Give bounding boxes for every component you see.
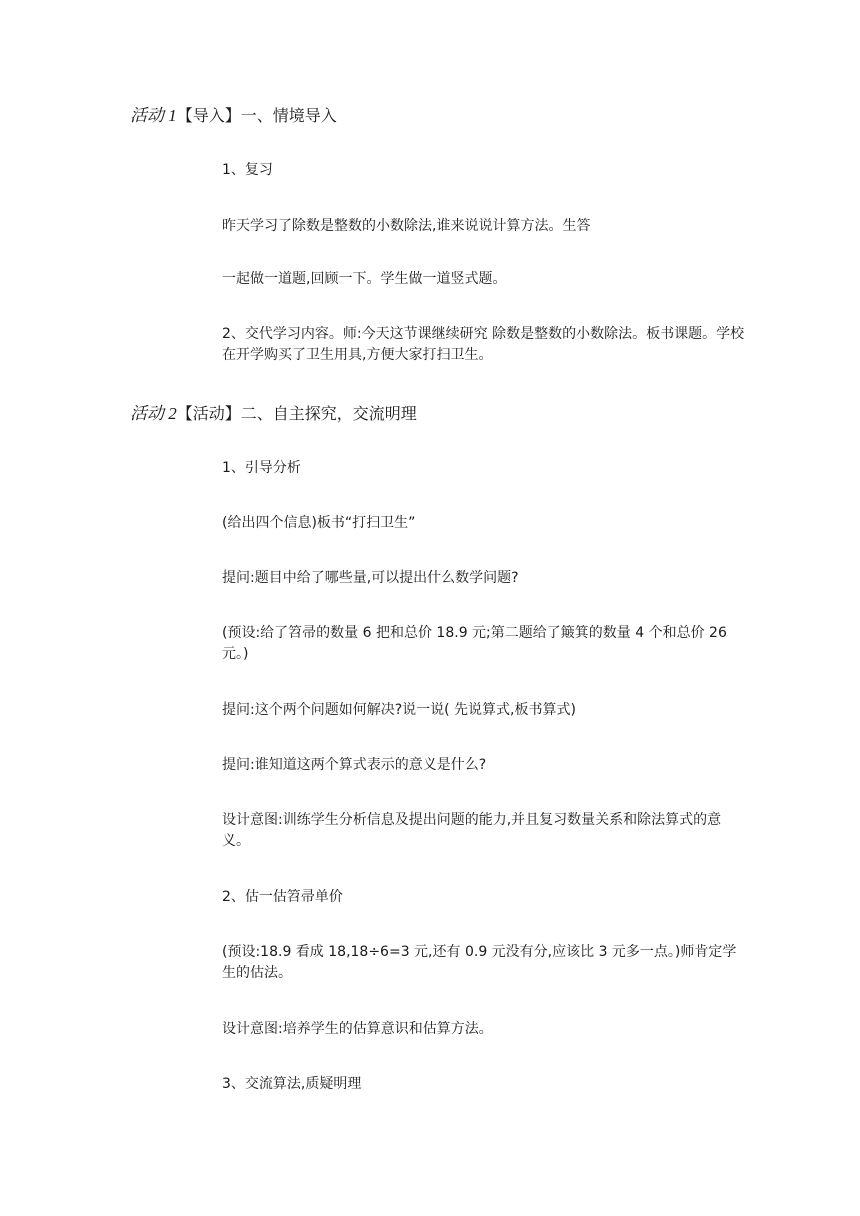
- paragraph: 昨天学习了除数是整数的小数除法,谁来说说计算方法。生答: [222, 218, 591, 234]
- section-title: 【活动】二、自主探究，交流明理: [176, 404, 417, 423]
- paragraph: 设计意图:培养学生的估算意识和估算方法。: [222, 1021, 493, 1037]
- activity-label: 活动 1: [130, 106, 177, 125]
- paragraph: 1、引导分析: [222, 460, 301, 476]
- section-1-heading: [130, 106, 337, 126]
- paragraph: (给出四个信息)板书“打扫卫生”: [222, 515, 416, 531]
- section-2-heading: [130, 404, 417, 424]
- paragraph: (预设:给了笤帚的数量 6 把和总价 18.9 元;第二题给了簸箕的数量 4 个和总价 26 元。): [222, 625, 727, 662]
- paragraph: 1、复习: [222, 162, 273, 178]
- section-title: 【导入】一、情境导入: [176, 106, 337, 125]
- paragraph: 提问:题目中给了哪些量,可以提出什么数学问题?: [222, 570, 519, 586]
- paragraph: 一起做一道题,回顾一下。学生做一道竖式题。: [222, 271, 507, 287]
- paragraph: 3、交流算法,质疑明理: [222, 1076, 362, 1092]
- activity-label: 活动 2: [130, 404, 177, 423]
- paragraph: 2、估一估笤帚单价: [222, 889, 343, 905]
- paragraph: 提问:谁知道这两个算式表示的意义是什么?: [222, 757, 487, 773]
- paragraph: (预设:18.9 看成 18,18÷6=3 元,还有 0.9 元没有分,应该比 3 元多一点。)师肯定学生的估法。: [222, 944, 737, 981]
- paragraph: 设计意图:训练学生分析信息及提出问题的能力,并且复习数量关系和除法算式的意义。: [222, 812, 722, 849]
- paragraph: 提问:这个两个问题如何解决?说一说( 先说算式,板书算式): [222, 702, 576, 718]
- paragraph: 2、交代学习内容。师:今天这节课继续研究 除数是整数的小数除法。板书课题。学校在开学购买了卫生用具,方便大家打扫卫生。: [222, 326, 745, 363]
